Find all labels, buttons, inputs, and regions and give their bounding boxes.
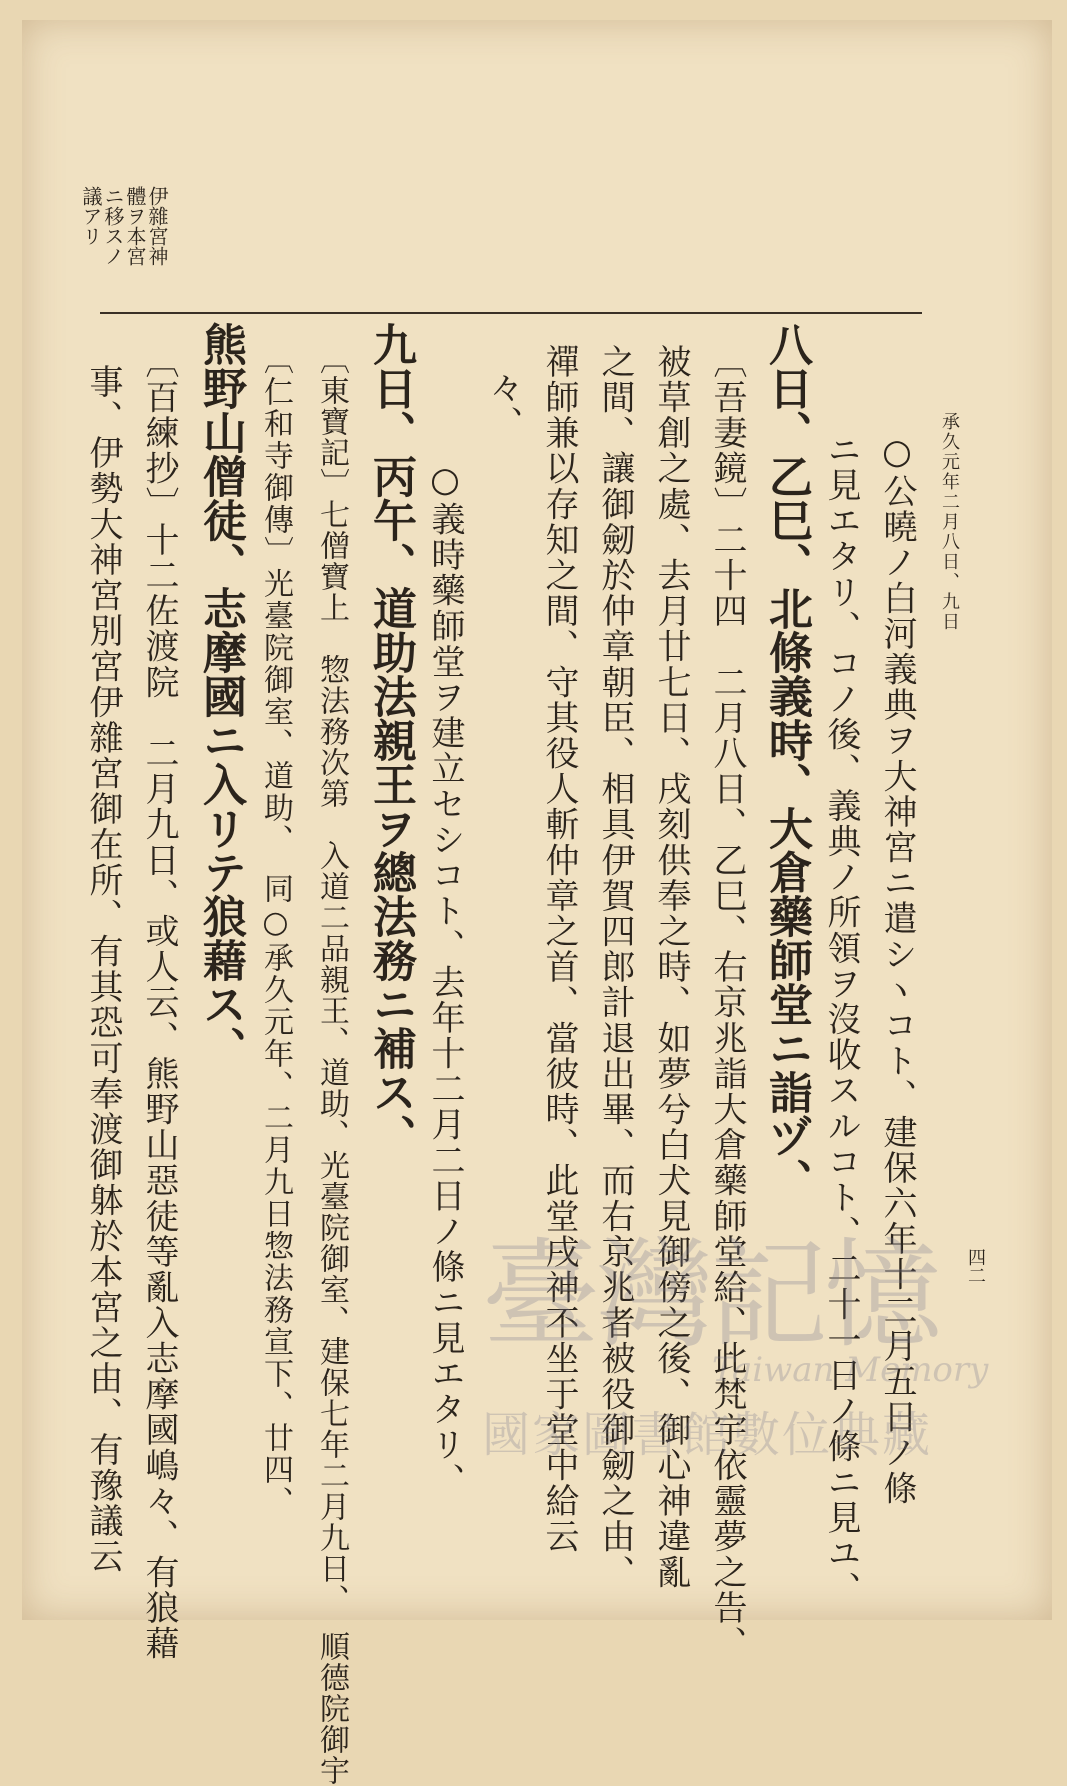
text-column-9: ○義時藥師堂ヲ建立セシコト、去年十二月二日ノ條ニ見エタリ、 xyxy=(425,460,465,1499)
margin-note-line-3: ニ移スノ xyxy=(101,186,125,266)
text-column-6: 之間、讓御劒於仲章朝臣、相具伊賀四郎計退出畢、而右京兆者被役御劒之由、 xyxy=(595,344,635,1590)
watermark-english: Taiwan Memory xyxy=(712,1350,989,1390)
header-rule xyxy=(100,312,922,314)
entry-heading-8th: 八日、乙巳、北條義時、大倉藥師堂ニ詣ヅ、 xyxy=(761,322,812,1202)
entry-heading-kumano: 熊野山僧徒、志摩國ニ入リテ狼藉ス、 xyxy=(195,322,246,1070)
text-column-12: 〔仁和寺御傳〕光臺院御室、道助、 同○承久元年、二月九日惣法務宣下、廿四、 xyxy=(258,344,293,1518)
text-column-8: 々、 xyxy=(483,370,523,442)
watermark-logo-text: 臺灣記憶 xyxy=(482,1226,939,1364)
margin-note-line-4: 議アリ xyxy=(79,186,103,246)
watermark xyxy=(482,1200,1002,1463)
watermark-subtitle: 國家圖書館數位典藏 xyxy=(482,1407,933,1463)
page-number: 四二 xyxy=(965,1248,986,1284)
text-column-7: 禪師兼以存知之間、守其役人斬仲章之首、當彼時、此堂戌神不坐于堂中給云 xyxy=(539,344,579,1555)
text-column-5: 被草創之處、去月廿七日、戌刻供奉之時、如夢兮白犬見御傍之後、御心神違亂 xyxy=(651,344,691,1590)
text-column-11: 〔東寶記〕七僧寶上 惣法務次第 入道二品親王、道助、光臺院御室、建保七年二月九日、 順德院御宇 xyxy=(314,344,349,1786)
text-column-4: 〔吾妻鏡〕二十四 二月八日、乙巳、右京兆詣大倉藥師堂給、此梵宇依靈夢之告、 xyxy=(707,344,747,1662)
text-column-14: 〔百練抄〕十二佐渡院 二月九日、或人云、熊野山惡徒等亂入志摩國嶋々、有狼藉 xyxy=(139,344,179,1662)
text-column-2: ニ見エタリ、コノ後、義典ノ所領ヲ沒收スルコト、二十一日ノ條ニ見ユ、 xyxy=(821,432,861,1607)
margin-note-line-1: 伊雜宮神 xyxy=(145,186,169,266)
entry-heading-9th: 九日、丙午、道助法親王ヲ總法務ニ補ス、 xyxy=(365,322,416,1158)
text-column-1: ○公曉ノ白河義典ヲ大神宮ニ遣シヽコト、建保六年十二月五日ノ條 xyxy=(877,432,917,1506)
margin-note-line-2: 體ヲ本宮 xyxy=(123,186,147,266)
text-column-15: 事、伊勢大神宮別宮伊雜宮御在所、有其恐可奉渡御躰於本宮之由、有豫議云 xyxy=(83,364,123,1575)
running-title: 承久元年二月八日、九日 xyxy=(939,412,960,632)
margin-note xyxy=(62,186,182,286)
document-page xyxy=(22,20,1052,1786)
